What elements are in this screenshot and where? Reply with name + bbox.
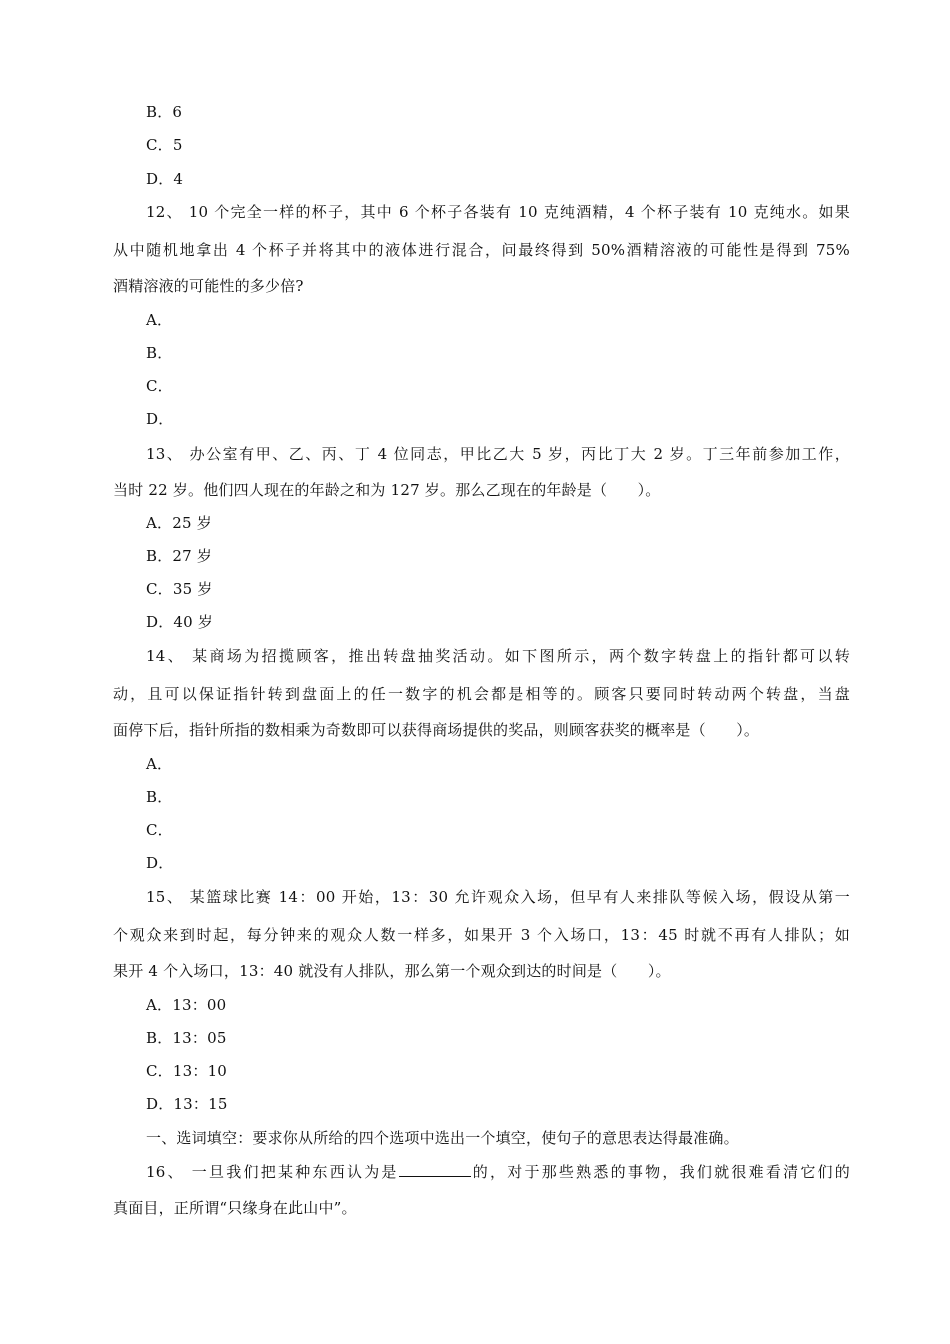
- q14-option-c: C．: [146, 821, 173, 839]
- q12-option-a: A．: [146, 311, 173, 329]
- q13-text-line-2: 当时 22 岁。他们四人现在的年龄之和为 127 岁。那么乙现在的年龄是（ ）。: [113, 481, 661, 499]
- section-heading: 一、选词填空：要求你从所给的四个选项中选出一个填空，使句子的意思表达得最准确。: [146, 1129, 739, 1147]
- q15-text-line-3: 果开 4 个入场口，13：40 就没有人排队，那么第一个观众到达的时间是（ ）。: [113, 962, 671, 980]
- q14-option-a: A．: [146, 755, 173, 773]
- q14-text-line-3: 面停下后，指针所指的数相乘为奇数即可以获得商场提供的奖品，则顾客获奖的概率是（ ）。: [113, 721, 760, 739]
- q16-text-line-1: [146, 1162, 850, 1182]
- q12-text-line-3: 酒精溶液的可能性的多少倍?: [113, 277, 304, 295]
- q13-option-c: C．35 岁: [146, 580, 213, 598]
- q13-option-d: D．40 岁: [146, 613, 214, 631]
- q14-option-d: D．: [146, 854, 174, 872]
- q15-option-b: B．13：05: [146, 1029, 227, 1047]
- q13-text-line-1: 13、 办公室有甲、乙、丙、丁 4 位同志，甲比乙大 5 岁，丙比丁大 2 岁。丁三年前参加工作，: [146, 445, 850, 463]
- q13-option-b: B．27 岁: [146, 547, 213, 565]
- q12-option-b: B．: [146, 344, 173, 362]
- q12-text-line-1: 12、 10 个完全一样的杯子，其中 6 个杯子各装有 10 克纯酒精，4 个杯子装有 10 克纯水。如果: [146, 203, 850, 221]
- q16-text-before-blank: 16、 一旦我们把某种东西认为是: [146, 1163, 399, 1181]
- q16-answer-blank: [399, 1162, 471, 1177]
- q11-option-d: D．4: [146, 170, 184, 188]
- q15-text-line-2: 个观众来到时起，每分钟来的观众人数一样多，如果开 3 个入场口，13：45 时就不再有人排队；如: [113, 926, 850, 944]
- q11-option-b: B．6: [146, 103, 183, 121]
- q14-text-line-1: 14、 某商场为招揽顾客，推出转盘抽奖活动。如下图所示，两个数字转盘上的指针都可以转: [146, 647, 850, 665]
- q12-option-d: D．: [146, 410, 174, 428]
- q12-option-c: C．: [146, 377, 173, 395]
- q15-option-c: C．13：10: [146, 1062, 228, 1080]
- q11-option-c: C．5: [146, 136, 183, 154]
- q15-text-line-1: 15、 某篮球比赛 14：00 开始，13：30 允许观众入场，但早有人来排队等候入场，假设从第一: [146, 888, 850, 906]
- q15-option-a: A．13：00: [146, 996, 227, 1014]
- q15-option-d: D．13：15: [146, 1095, 228, 1113]
- q12-text-line-2: 从中随机地拿出 4 个杯子并将其中的液体进行混合，问最终得到 50%酒精溶液的可能性是得到 75%: [113, 241, 850, 259]
- q14-option-b: B．: [146, 788, 173, 806]
- q16-text-line-2: 真面目，正所谓“只缘身在此山中”。: [113, 1199, 357, 1217]
- q16-text-after-blank: 的，对于那些熟悉的事物，我们就很难看清它们的: [470, 1163, 851, 1181]
- q13-option-a: A．25 岁: [146, 514, 212, 532]
- q14-text-line-2: 动，且可以保证指针转到盘面上的任一数字的机会都是相等的。顾客只要同时转动两个转盘，当盘: [113, 685, 850, 703]
